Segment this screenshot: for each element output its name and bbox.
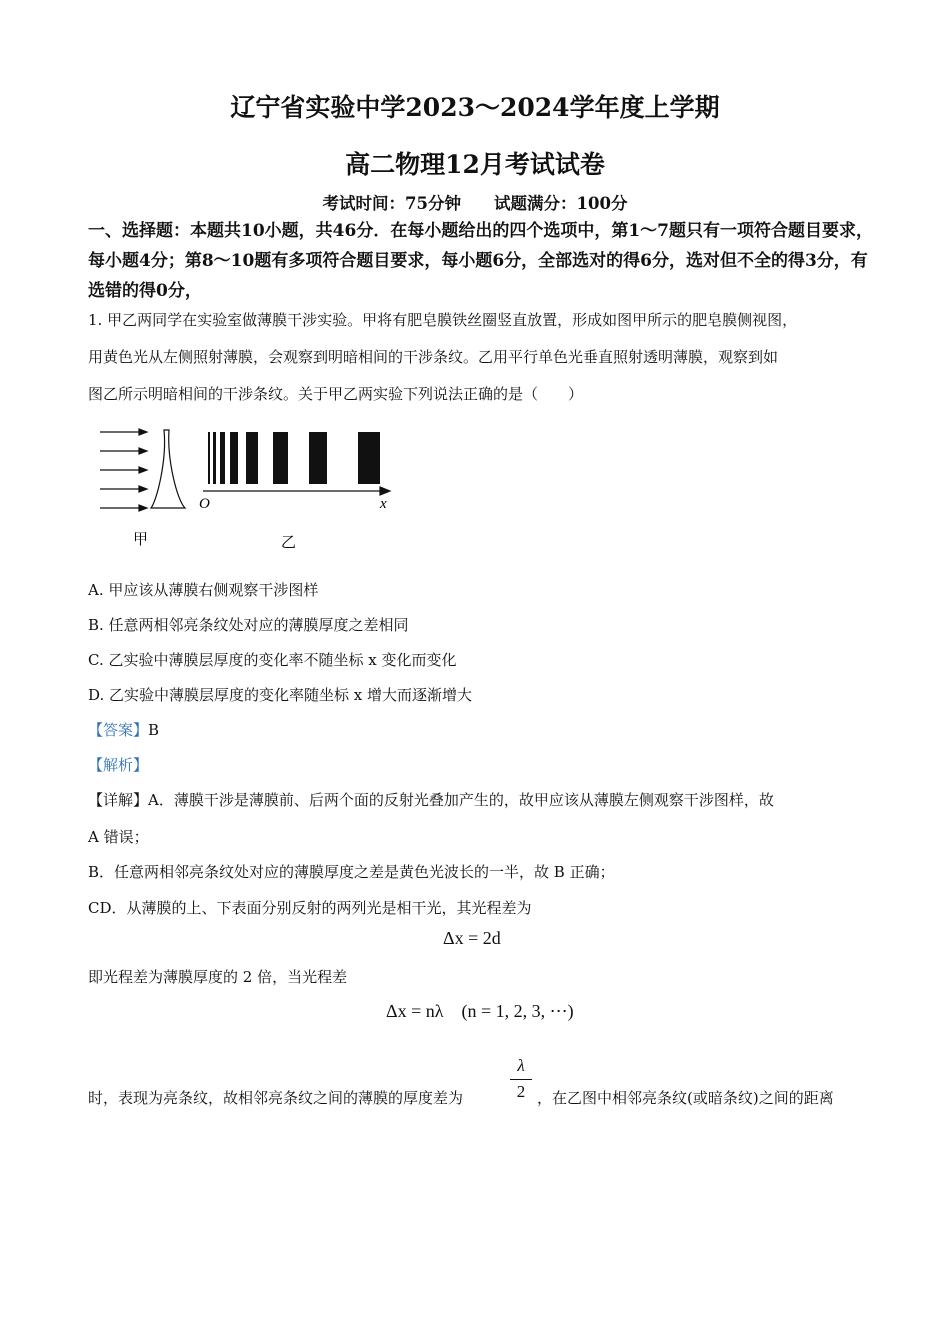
exam-title-subject: 高二物理12月考试试卷 (345, 150, 605, 179)
detail-a-text: A．薄膜干涉是薄膜前、后两个面的反射光叠加产生的，故甲应该从薄膜左侧观察干涉图样，故 (148, 791, 774, 809)
answer-line (88, 719, 159, 740)
light-arrows (100, 429, 147, 511)
x-axis (203, 487, 390, 495)
section-header: 一、选择题：本题共10小题，共46分．在每小题给出的四个选项中，第1～7题只有一项符合题目要求，每小题4分；第8～10题有多项符合题目要求，每小题6分，全部选对的得6分，选对但不全的得3分，有选错的得0分， (88, 221, 873, 301)
question-line-3: 图乙所示明暗相间的干涉条纹。关于甲乙两实验下列说法正确的是（ ） (88, 385, 584, 403)
interference-figure (95, 420, 405, 560)
axis-origin-label: O (199, 496, 210, 512)
option-c: C. 乙实验中薄膜层厚度的变化率不随坐标 x 变化而变化 (88, 651, 457, 669)
last-line-left: 时，表现为亮条纹，故相邻亮条纹之间的薄膜的厚度差为 (88, 1089, 464, 1107)
detail-label: 【详解】 (88, 791, 149, 809)
answer-value: B (148, 721, 160, 739)
last-line-right: ，在乙图中相邻亮条纹(或暗条纹)之间的距离 (537, 1089, 834, 1107)
fraction-denominator: 2 (516, 1082, 526, 1101)
option-a: A. 甲应该从薄膜右侧观察干涉图样 (88, 581, 319, 599)
fraction-numerator: λ (517, 1056, 525, 1075)
option-d: D. 乙实验中薄膜层厚度的变化率随坐标 x 增大而逐渐增大 (88, 686, 473, 704)
equation-path-difference: Δx = 2d (443, 928, 501, 948)
detail-b: B．任意两相邻亮条纹处对应的薄膜厚度之差是黄色光波长的一半，故 B 正确； (88, 863, 615, 881)
fraction-lambda-over-2 (510, 1055, 532, 1102)
answer-label: 【答案】 (88, 721, 149, 739)
analysis-label: 【解析】 (88, 756, 149, 774)
detail-cd: CD．从薄膜的上、下表面分别反射的两列光是相干光，其光程差为 (88, 899, 532, 917)
axis-x-label: x (380, 496, 387, 512)
option-b: B. 任意两相邻亮条纹处对应的薄膜厚度之差相同 (88, 616, 409, 634)
text-after-equation-1: 即光程差为薄膜厚度的 2 倍，当光程差 (88, 968, 348, 986)
fraction-bar (510, 1079, 532, 1080)
detail-a-line-2: A 错误； (88, 828, 149, 846)
question-line-2: 用黄色光从左侧照射薄膜，会观察到明暗相间的干涉条纹。乙用平行单色光垂直照射透明薄膜，观察到如 (88, 348, 779, 366)
figure-label-jia: 甲 (133, 530, 149, 548)
exam-info: 考试时间：75分钟 试题满分：100分 (322, 194, 628, 213)
detail-a-line-1 (88, 789, 774, 810)
question-line-1: 1. 甲乙两同学在实验室做薄膜干涉实验。甲将有肥皂膜铁丝圈竖直放置，形成如图甲所示的肥皂膜侧视图， (88, 311, 798, 329)
equation-bright-condition: Δx = nλ (n = 1, 2, 3, ⋯) (386, 1001, 574, 1021)
exam-title-school: 辽宁省实验中学2023～2024学年度上学期 (230, 93, 720, 122)
figure-label-yi: 乙 (281, 533, 297, 551)
fringe-pattern (208, 432, 380, 484)
soap-film-side-view (151, 430, 185, 508)
